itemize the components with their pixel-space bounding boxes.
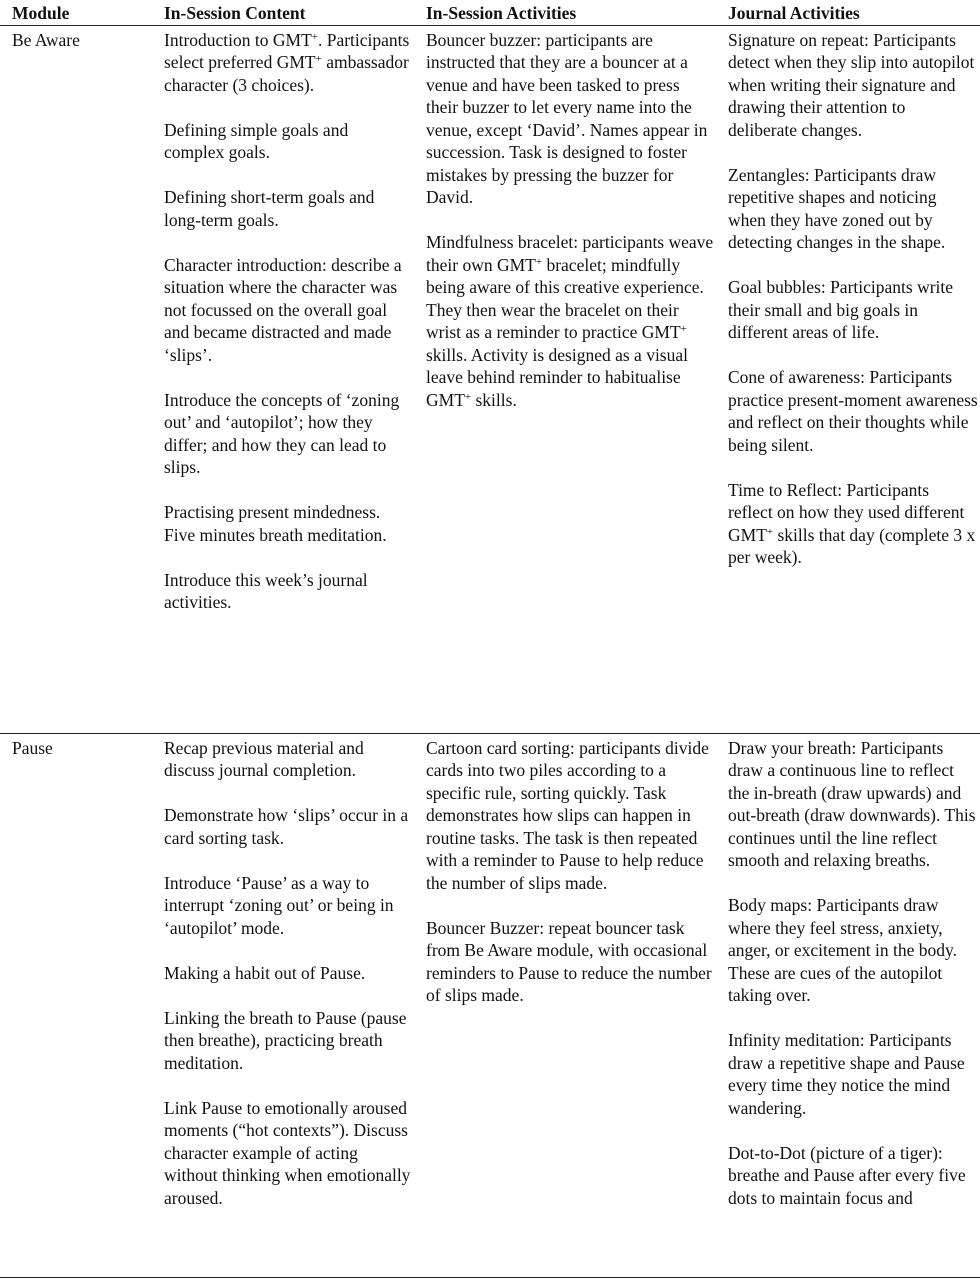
text-segment: Linking the breath to Pause (pause then breathe), practicing breath meditation. [164,1007,407,1073]
text-segment: Signature on repeat: Participants detect when they slip into autopilot when writing their signature and drawing their attention to deliberate changes. [728,29,975,140]
text-segment: Introduction to GMT [164,29,312,50]
text-segment: Infinity meditation: Participants draw a repetitive shape and Pause every time they notice the mind wandering. [728,1030,965,1118]
text-segment: Cartoon card sorting: participants divide cards into two piles according to a specific rule, sorting quickly. Task demonstrates how slips can happen in routine tasks. The task is then repeated with a reminder to Pause to help reduce the number of slips made. [426,737,709,893]
journal-cell [716,25,980,733]
text-segment: Recap previous material and discuss journal completion. [164,737,364,780]
text-segment: Introduce ‘Pause’ as a way to interrupt ‘zoning out’ or being in ‘autopilot’ mode. [164,872,394,938]
cell-paragraph [728,479,978,569]
module-cell: Pause [0,733,152,1209]
cell-paragraph [728,366,978,456]
text-segment: Goal bubbles: Participants write their small and big goals in different areas of life. [728,277,954,342]
activities-cell [414,25,716,733]
text-segment: Making a habit out of Pause. [164,962,366,983]
header-in-session-activities: In-Session Activities [414,0,716,25]
text-segment: Character introduction: describe a situation where the character was not focussed on the overall goal and became distracted and made ‘slips’. [164,254,402,365]
cell-paragraph [728,164,978,254]
cell-paragraph [164,186,412,231]
text-segment: Bouncer buzzer: participants are instructed that they are a bouncer at a venue and have been tasked to press their buzzer to let every name into the venue, except ‘David’. Names appear in succession. Task is designed to foster mistakes by pressing the buzzer for David. [426,29,708,207]
superscript-plus: + [680,323,687,335]
cell-paragraph [164,737,412,782]
text-segment: Mindfulness bracelet: participants weave their own GMT [426,232,714,275]
header-in-session-content: In-Session Content [152,0,414,25]
module-cell: Be Aware [12,29,80,50]
text-segment: Demonstrate how ‘slips’ occur in a card sorting task. [164,805,409,848]
cell-paragraph [164,119,412,164]
text-segment: skills. [471,389,517,410]
cell-paragraph [164,29,412,97]
cell-paragraph [728,29,978,142]
cell-paragraph [426,231,714,411]
superscript-plus: + [535,255,543,268]
text-segment: . Participants select preferred GMT [164,29,410,72]
cell-paragraph [426,29,714,209]
table-row-be-aware [0,25,980,733]
superscript-plus: + [464,390,472,403]
text-segment: Draw your breath: Participants draw a continuous line to reflect the in-breath (draw upwards) and out-breath (draw downwards). This continues until the line reflect smooth and relaxing breaths. [728,737,976,870]
cell-paragraph [164,1007,412,1075]
text-segment: Introduce the concepts of ‘zoning out’ and ‘autopilot’; how they differ; and how they can lead to slips. [164,389,400,477]
cell-paragraph [164,569,412,614]
text-segment: skills. Activity is designed as a visual leave behind reminder to habitualise GMT [426,344,688,410]
cell-paragraph [164,501,412,546]
text-segment: Zentangles: Participants draw repetitive shapes and noticing when they have zoned out by detecting changes in the shape. [728,164,946,252]
text-segment: Introduce this week’s journal activities. [164,569,368,612]
activities-cell [414,733,716,1209]
cell-paragraph [728,894,978,1007]
table-header-row [0,0,980,25]
text-segment: Body maps: Participants draw where they feel stress, anxiety, anger, or excitement in the body. These are cues of the autopilot taking over. [728,895,957,1005]
text-segment: Dot-to-Dot (picture of a tiger): breathe and Pause after every five dots to maintain focus and [728,1142,966,1208]
cell-paragraph [728,276,978,344]
bottom-rule [0,1277,980,1278]
text-segment: Link Pause to emotionally aroused moments (“hot contexts”). Discuss character example of acting without thinking when emotionally aroused. [164,1097,411,1208]
text-segment: Practising present mindedness. Five minutes breath meditation. [164,502,387,545]
cell-paragraph [426,737,714,895]
cell-paragraph [164,254,412,367]
content-cell [152,733,414,1209]
header-journal-activities: Journal Activities [716,0,980,25]
table-row-pause [0,733,980,1209]
journal-cell [716,733,980,1209]
cell-paragraph [164,389,412,479]
cell-paragraph [728,1142,978,1210]
cell-paragraph [728,1029,978,1119]
text-segment: Defining short-term goals and long-term goals. [164,187,375,230]
text-segment: Defining simple goals and complex goals. [164,119,349,162]
superscript-plus: + [766,525,774,538]
text-segment: bracelet; mindfully being aware of this creative experience. They then wear the bracelet on their wrist as a reminder to practice GMT [426,254,704,342]
cell-paragraph [164,962,412,985]
text-segment: Cone of awareness: Participants practice present-moment awareness and reflect on their thoughts while being silent. [728,367,978,455]
superscript-plus: + [311,30,318,43]
cell-paragraph [728,737,978,872]
text-segment: ambassador character (3 choices). [164,52,409,95]
cell-paragraph [164,872,412,940]
cell-paragraph [426,917,714,1007]
text-segment: skills that day (complete 3 x per week). [728,524,976,567]
header-module: Module [0,0,152,25]
superscript-plus: + [315,53,322,65]
cell-paragraph [164,1097,412,1210]
cell-paragraph [164,804,412,849]
content-cell [152,25,414,733]
text-segment: Bouncer Buzzer: repeat bouncer task from Be Aware module, with occasional reminders to Pause to reduce the number of slips made. [426,917,712,1005]
text-segment: Time to Reflect: Participants reflect on how they used different GMT [728,479,965,545]
